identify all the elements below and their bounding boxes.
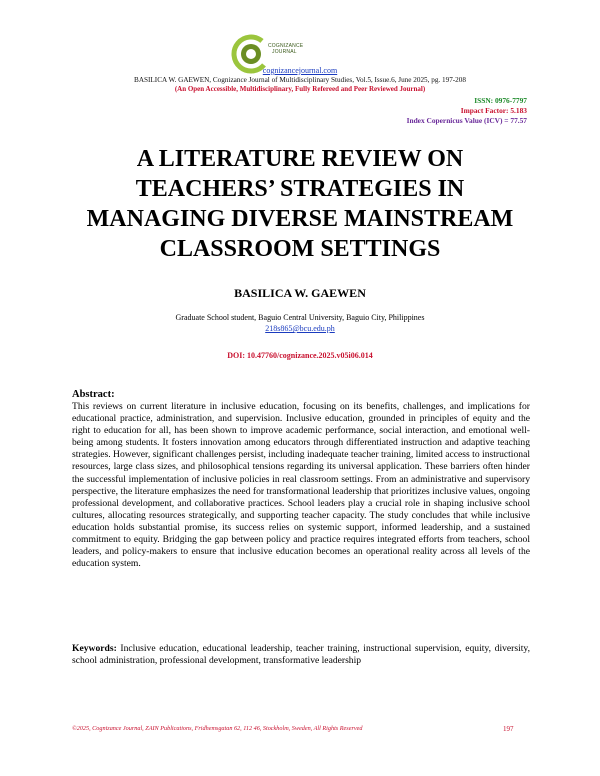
title-line: MANAGING DIVERSE MAINSTREAM <box>86 206 514 232</box>
keywords-label: Keywords: <box>72 643 117 654</box>
keywords <box>72 643 530 667</box>
author-affiliation: Graduate School student, Baguio Central University, Baguio City, Philippines <box>175 313 425 322</box>
author-email-link[interactable]: 218s865@bcu.edu.ph <box>265 324 335 333</box>
icv-value: Index Copernicus Value (ICV) = 77.57 <box>406 116 527 125</box>
title-line: CLASSROOM SETTINGS <box>159 236 441 262</box>
paper-title <box>40 144 560 264</box>
issn: ISSN: 0976-7797 <box>474 96 527 105</box>
journal-metrics <box>407 96 527 126</box>
doi: DOI: 10.47760/cognizance.2025.v05i06.014 <box>227 351 373 360</box>
title-line: TEACHERS’ STRATEGIES IN <box>135 176 465 202</box>
abstract-heading: Abstract: <box>72 389 115 400</box>
journal-website-link[interactable]: cognizancejournal.com <box>262 66 338 75</box>
abstract-body: This reviews on current literature in inclusive education, focusing on its benefits, challenges, and implications for educational practice, administration, and supervision. Inclusive education, grounded in principles of equity and the right to education for all, has been shown to improve academic performance, social interaction, and emotional well-being among students. It fosters innovation among educators through differentiated instruction and adaptive teaching strategies. However, significant challenges persist, including inadequate teacher training, limited access to instructional resources, large class sizes, and philosophical tensions regarding its universal application. These barriers often hinder the successful implementation of inclusive policies in real classroom settings. From an administrative and supervisory perspective, the literature emphasizes the need for transformational leadership that prioritizes inclusive values, ongoing professional development, and collaborative practices. School leaders play a crucial role in shaping inclusive school cultures, allocating resources strategically, and supporting teacher capacity. The study concludes that while inclusive education holds substantial promise, its success relies on systemic support, informed leadership, and a sustained commitment to equity. Bridging the gap between policy and practice requires integrated efforts from teachers, school leaders, and policy-makers to ensure that inclusive education becomes an operational reality across all levels of the education system. <box>72 401 530 570</box>
keywords-text: Inclusive education, educational leadership, teacher training, instructional supervision, equity, diversity, school administration, professional development, transformative leadership <box>72 643 530 667</box>
impact-factor: Impact Factor: 5.183 <box>460 106 527 115</box>
footer-copyright: ©2025, Cognizance Journal, ZAIN Publications, Fridhemsgatan 62, 112 46, Stockholm, Sweden, All Rights Reserved <box>72 725 363 732</box>
open-access-note: (An Open Accessible, Multidisciplinary, Fully Refereed and Peer Reviewed Journal) <box>174 85 426 93</box>
citation-line: BASILICA W. GAEWEN, Cognizance Journal of Multidisciplinary Studies, Vol.5, Issue.6, June 2025, pg. 197-208 <box>134 76 466 84</box>
title-line: A LITERATURE REVIEW ON <box>136 146 464 172</box>
logo-text: COGNIZANCE JOURNAL <box>268 43 304 55</box>
page-number: 197 <box>503 725 514 733</box>
author-name: BASILICA W. GAEWEN <box>234 286 366 300</box>
